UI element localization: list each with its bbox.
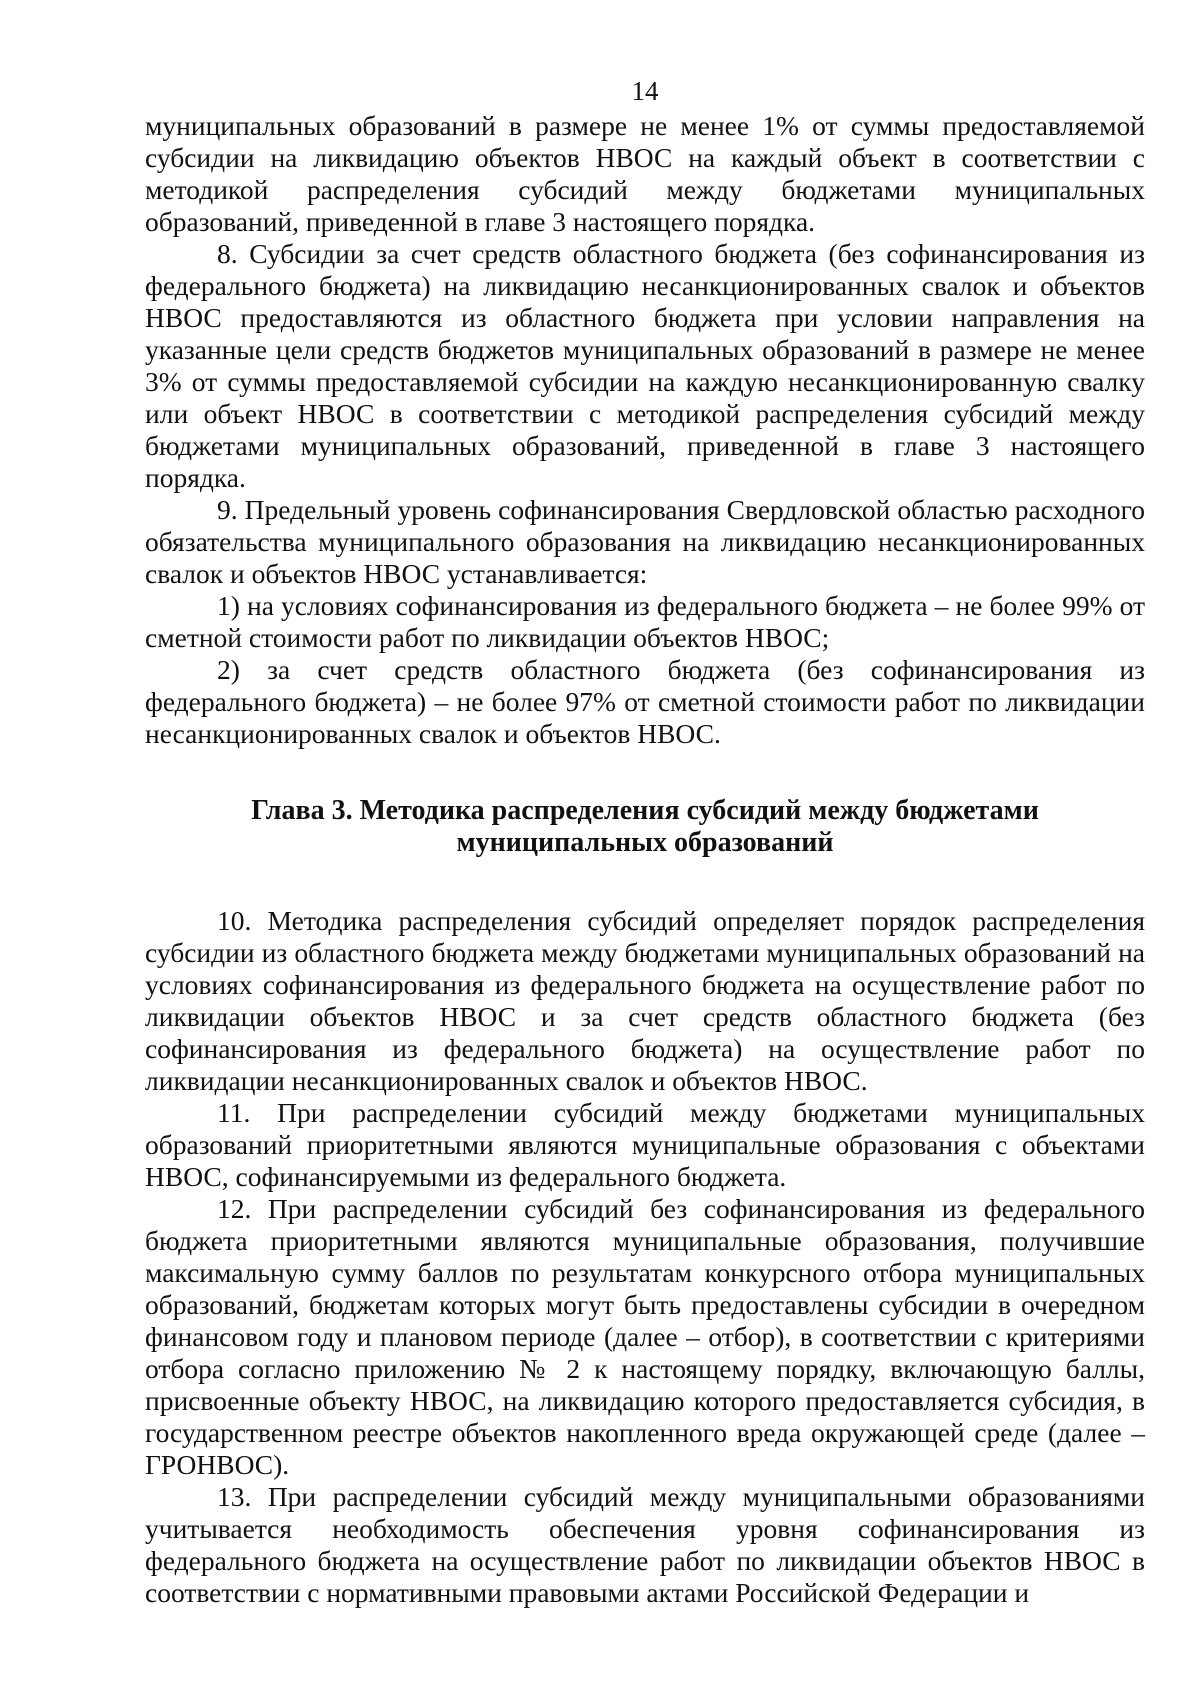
page-number: 14 xyxy=(631,76,659,106)
chapter-title xyxy=(145,795,1145,859)
document-page xyxy=(145,72,1145,1609)
paragraph-10: 10. Методика распределения субсидий определяет порядок распределения субсидии из областного бюджета между бюджетами муниципальных образований на условиях софинансирования из федерального бюджета на осуществление работ по ликвидации объектов НВОС и за счет средств областного бюджета (без софинансирования из федерального бюджета) на осуществление работ по ликвидации несанкционированных свалок и объектов НВОС. xyxy=(145,905,1145,1096)
chapter-title-line-1: Глава 3. Методика распределения субсидий между бюджетами xyxy=(251,795,1039,826)
paragraphs-top xyxy=(145,110,1145,750)
paragraph-12: 12. При распределении субсидий без софинансирования из федерального бюджета приоритетными являются муниципальные образования, получившие максимальную сумму баллов по результатам конкурсного отбора муниципальных образований, бюджетам которых могут быть предоставлены субсидии в очередном финансовом году и плановом периоде (далее – отбор), в соответствии с критериями отбора согласно приложению № 2 к настоящему порядку, включающую баллы, присвоенные объекту НВОС, на ликвидацию которого предоставляется субсидия, в государственном реестре объектов накопленного вреда окружающей среде (далее – ГРОНВОС). xyxy=(145,1193,1145,1480)
paragraph-13: 13. При распределении субсидий между муниципальными образованиями учитывается необходимость обеспечения уровня софинансирования из федерального бюджета на осуществление работ по ликвидации объектов НВОС в соответствии с нормативными правовыми актами Российской Федерации и xyxy=(145,1481,1145,1608)
chapter-title-line-2: муниципальных образований xyxy=(456,827,834,858)
paragraph-9-item-2: 2) за счет средств областного бюджета (без софинансирования из федерального бюджета) – не более 97% от сметной стоимости работ по ликвидации несанкционированных свалок и объектов НВОС. xyxy=(145,654,1145,749)
paragraph-11: 11. При распределении субсидий между бюджетами муниципальных образований приоритетными являются муниципальные образования с объектами НВОС, софинансируемыми из федерального бюджета. xyxy=(145,1097,1145,1192)
paragraphs-bottom xyxy=(145,905,1145,1609)
paragraph-8: 8. Субсидии за счет средств областного бюджета (без софинансирования из федерального бюджета) на ликвидацию несанкционированных свалок и объектов НВОС предоставляются из областного бюджета при условии направления на указанные цели средств бюджетов муниципальных образований в размере не менее 3% от суммы предоставляемой субсидии на каждую несанкционированную свалку или объект НВОС в соответствии с методикой распределения субсидий между бюджетами муниципальных образований, приведенной в главе 3 настоящего порядка. xyxy=(145,238,1145,493)
paragraph-9-item-1: 1) на условиях софинансирования из федерального бюджета – не более 99% от сметной стоимости работ по ликвидации объектов НВОС; xyxy=(145,590,1145,653)
paragraph-continuation: муниципальных образований в размере не менее 1% от суммы предоставляемой субсидии на ликвидацию объектов НВОС на каждый объект в соответствии с методикой распределения субсидий между бюджетами муниципальных образований, приведенной в главе 3 настоящего порядка. xyxy=(145,110,1145,237)
paragraph-9: 9. Предельный уровень софинансирования Свердловской областью расходного обязательства муниципального образования на ликвидацию несанкционированных свалок и объектов НВОС устанавливается: xyxy=(145,494,1145,589)
